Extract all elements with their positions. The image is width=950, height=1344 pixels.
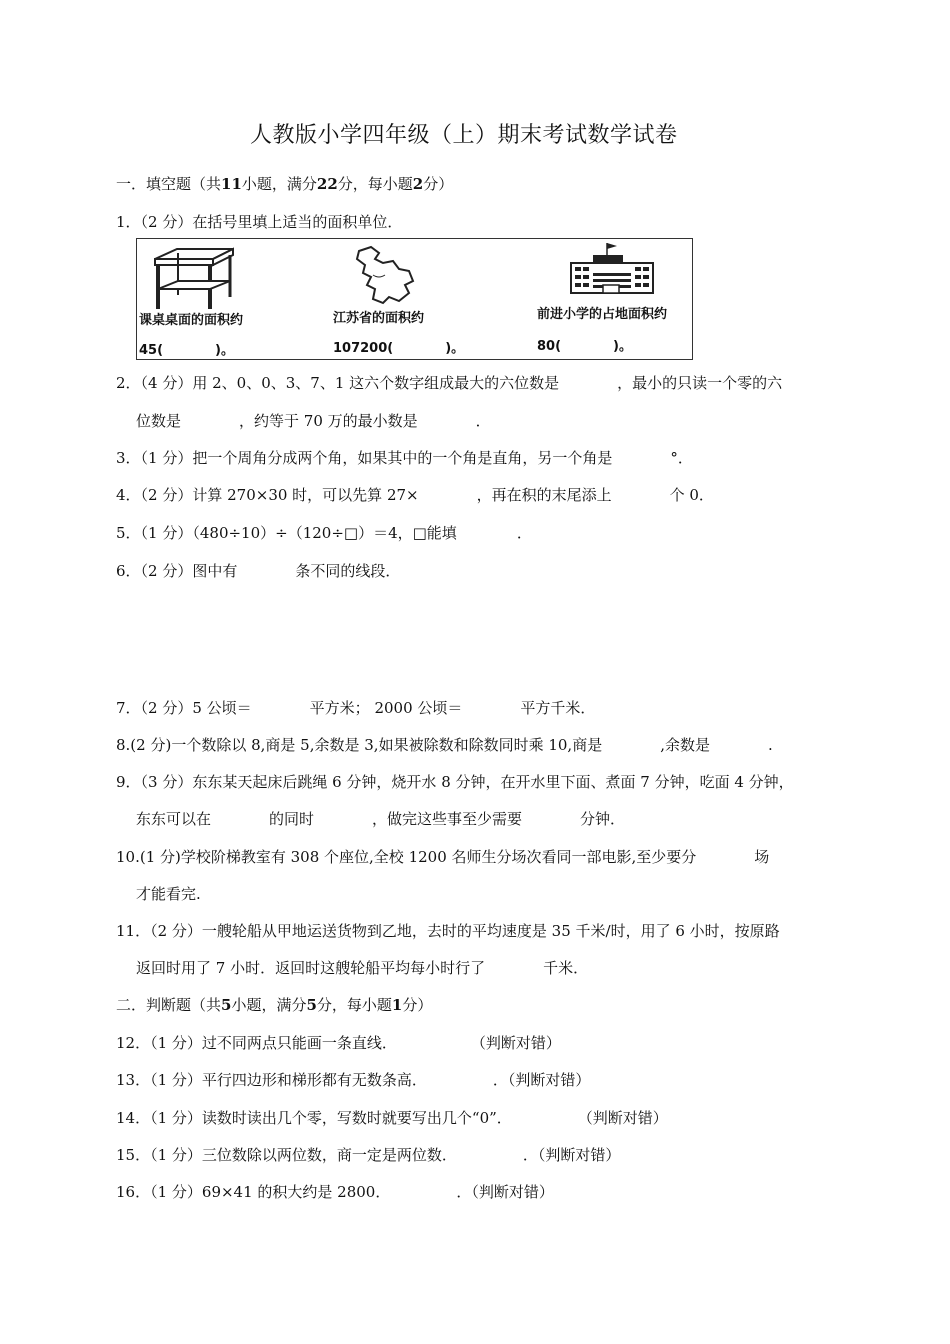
- question-11-line-2: [136, 957, 588, 978]
- question-16: [116, 1181, 554, 1202]
- question-4: [116, 484, 714, 505]
- section-score: 5: [306, 996, 317, 1014]
- question-7-text: 平方米； 2000 公顷＝: [309, 699, 463, 717]
- figure-caption-desk: 课桌桌面的面积约: [139, 313, 244, 328]
- section-prefix: 二．判断题（共: [116, 996, 222, 1014]
- question-15-text: ．（判断对错）: [522, 1146, 621, 1164]
- section-each: 1: [391, 996, 403, 1014]
- question-5: [116, 522, 532, 543]
- question-6-text: 6．（2 分）图中有: [116, 562, 238, 580]
- section-mid: 小题，满分: [231, 996, 307, 1014]
- question-2-text: ，约等于 70 万的最小数是: [239, 412, 418, 430]
- question-5-text: ．: [516, 524, 532, 542]
- question-4-text: ，再在积的末尾添上: [476, 486, 612, 504]
- question-12-text: （判断对错）: [470, 1034, 561, 1052]
- question-10-line-1: [116, 846, 769, 867]
- question-13: [116, 1069, 590, 1090]
- question-14-text: 14．（1 分）读数时读出几个零，写数时就要写出几个“0”．: [116, 1109, 512, 1127]
- question-9-text: ，做完这些事至少需要: [372, 810, 523, 828]
- question-7-text: 7．（2 分）5 公顷＝: [116, 699, 252, 717]
- question-2-text: 2．（4 分）用 2、0、0、3、7、1 这六个数字组成最大的六位数是: [116, 374, 560, 392]
- question-8: [116, 734, 773, 755]
- question-9-text: 的同时: [269, 810, 315, 828]
- question-9-line-2: [136, 808, 625, 829]
- question-9-text: 东东可以在: [136, 810, 212, 828]
- question-16-text: ．（判断对错）: [456, 1183, 554, 1201]
- question-9-text: 分钟．: [580, 810, 626, 828]
- question-10-line-2: 才能看完.: [136, 885, 201, 903]
- question-2-text: 位数是: [136, 412, 182, 430]
- question-14: [116, 1107, 668, 1128]
- question-16-text: 16．（1 分）69×41 的积大约是 2800．: [116, 1183, 391, 1201]
- question-2-line-2: [136, 410, 491, 431]
- section-suffix: 分）: [402, 996, 433, 1014]
- section-score: 22: [316, 175, 338, 193]
- question-15-text: 15．（1 分）三位数除以两位数，商一定是两位数．: [116, 1146, 457, 1164]
- section-heading-true-false: [116, 994, 432, 1015]
- figure-caption-school: 前进小学的占地面积约: [537, 307, 668, 322]
- desk-icon: [151, 245, 235, 311]
- question-7: [116, 697, 595, 718]
- section-count: 11: [221, 175, 242, 193]
- question-2-text: ，最小的只读一个零的六: [617, 374, 783, 392]
- figure-fill-jiangsu: 107200( )。: [333, 341, 465, 356]
- jiangsu-map-icon: [349, 245, 419, 305]
- question-2-line-1: [116, 372, 782, 393]
- figure-fill-desk: 45( )。: [139, 343, 234, 358]
- question-14-text: （判断对错）: [577, 1109, 668, 1127]
- section-heading-fill-in: [116, 173, 453, 194]
- question-3: [116, 447, 693, 468]
- question-2-text: ．: [475, 412, 491, 430]
- section-count: 5: [221, 996, 232, 1014]
- question-6: [116, 560, 400, 581]
- question-6-text: 条不同的线段．: [295, 562, 401, 580]
- question-7-text: 平方千米．: [520, 699, 596, 717]
- question-3-text: °．: [670, 449, 693, 467]
- question-8-text: 8.(2 分)一个数除以 8,商是 5,余数是 3,如果被除数和除数同时乘 10,商是: [116, 736, 603, 754]
- question-13-text: 13．（1 分）平行四边形和梯形都有无数条高．: [116, 1071, 427, 1089]
- question-1-figure: [136, 238, 693, 360]
- question-12-text: 12．（1 分）过不同两点只能画一条直线．: [116, 1034, 397, 1052]
- figure-fill-school: 80( )。: [537, 339, 632, 354]
- question-3-text: 3．（1 分）把一个周角分成两个角，如果其中的一个角是直角，另一个角是: [116, 449, 613, 467]
- page-title: 人教版小学四年级（上）期末考试数学试卷: [250, 123, 678, 148]
- question-10-text: 10.(1 分)学校阶梯教室有 308 个座位,全校 1200 名师生分场次看同一部电影,至少要分: [116, 848, 697, 866]
- question-11-text: 千米．: [543, 959, 589, 977]
- question-11-text: 返回时用了 7 小时．返回时这艘轮船平均每小时行了: [136, 959, 486, 977]
- section-mid: 分，每小题: [316, 996, 392, 1014]
- question-4-text: 4．（2 分）计算 270×30 时，可以先算 27×: [116, 486, 419, 504]
- question-1: 1．（2 分）在括号里填上适当的面积单位．: [116, 213, 403, 231]
- school-building-icon: [569, 241, 655, 295]
- question-5-text: 5．（1 分）（480÷10）÷（120÷□）＝4，□能填: [116, 524, 457, 542]
- question-8-text: .: [767, 736, 773, 754]
- section-prefix: 一．填空题（共: [116, 175, 222, 193]
- question-4-text: 个 0．: [669, 486, 714, 504]
- section-mid: 分，每小题: [337, 175, 413, 193]
- question-13-text: ．（判断对错）: [492, 1071, 591, 1089]
- section-each: 2: [412, 175, 424, 193]
- question-12: [116, 1032, 561, 1053]
- question-10-text: 场: [754, 848, 770, 866]
- figure-caption-jiangsu: 江苏省的面积约: [333, 311, 425, 326]
- question-15: [116, 1144, 620, 1165]
- question-8-text: ,余数是: [660, 736, 710, 754]
- section-suffix: 分）: [423, 175, 454, 193]
- section-mid: 小题，满分: [241, 175, 317, 193]
- question-9-line-1: 9．（3 分）东东某天起床后跳绳 6 分钟，烧开水 8 分钟，在开水里下面、煮面 7 分钟，吃面 4 分钟，: [116, 773, 794, 791]
- question-11-line-1: 11．（2 分）一艘轮船从甲地运送货物到乙地，去时的平均速度是 35 千米/时，用了 6 小时，按原路: [116, 922, 780, 940]
